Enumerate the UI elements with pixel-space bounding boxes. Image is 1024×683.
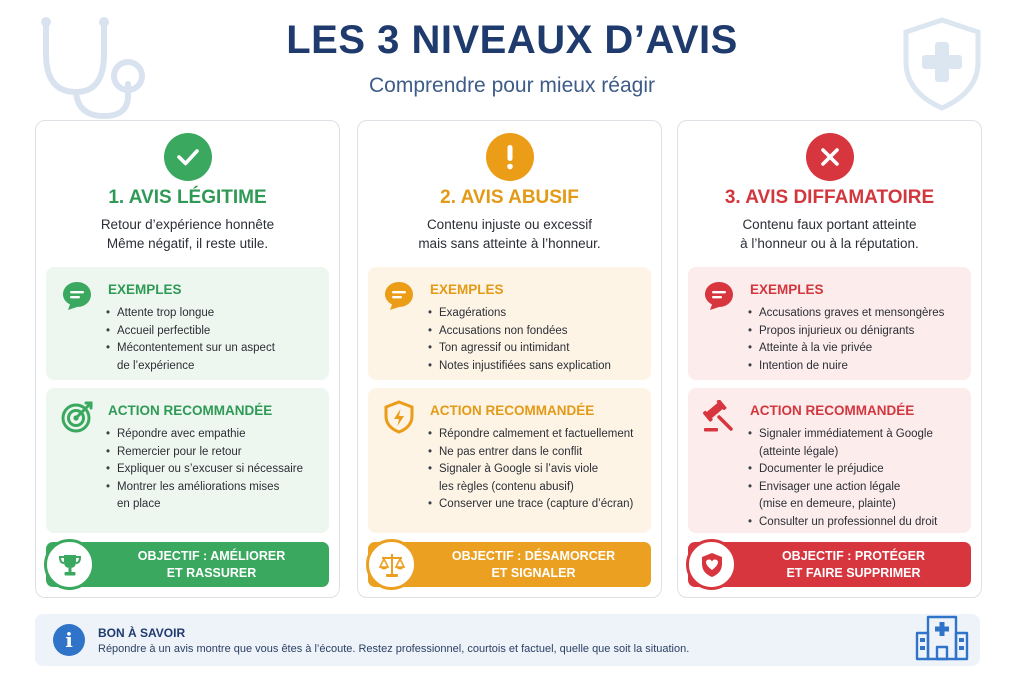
chat-bubble-icon [60, 279, 94, 313]
chat-bubble-icon [702, 279, 736, 313]
shield-heart-icon [686, 539, 737, 590]
action-box [46, 388, 329, 533]
description-line: mais sans atteinte à l’honneur. [418, 236, 601, 251]
list-item: • Notes injustifiées sans explication [428, 358, 645, 376]
description-line: à l’honneur ou à la réputation. [740, 236, 919, 251]
list-item: • Envisager une action légale [748, 479, 965, 497]
examples-title: EXEMPLES [430, 282, 504, 297]
description-line: Retour d’expérience honnête [100, 217, 275, 232]
action-box [368, 388, 651, 533]
goal-line: OBJECTIF : AMÉLIORER [137, 548, 286, 563]
goal-line: ET RASSURER [166, 565, 257, 580]
examples-list [748, 305, 965, 375]
list-item: • Répondre avec empathie [106, 426, 323, 444]
list-item: • Signaler à Google si l’avis viole [428, 461, 645, 479]
level-card-abusive [357, 120, 662, 598]
goal-text [452, 548, 615, 582]
list-item: • Expliquer ou s’excuser si nécessaire [106, 461, 323, 479]
shield-flash-icon [382, 400, 416, 434]
list-item: • Atteinte à la vie privée [748, 340, 965, 358]
action-title: ACTION RECOMMANDÉE [108, 403, 273, 418]
action-list [106, 426, 323, 514]
list-item: • Montrer les améliorations mises [106, 479, 323, 497]
level-title: 2. AVIS ABUSIF [440, 187, 579, 208]
examples-title: EXEMPLES [750, 282, 824, 297]
examples-box [688, 267, 971, 380]
page-subtitle: Comprendre pour mieux réagir [369, 74, 655, 97]
target-icon [60, 400, 94, 434]
action-title: ACTION RECOMMANDÉE [750, 403, 915, 418]
description-line: Contenu faux portant atteinte [742, 217, 917, 232]
examples-list [428, 305, 645, 375]
list-item: • Consulter un professionnel du droit [748, 514, 965, 532]
cross-icon [806, 133, 854, 181]
action-list [428, 426, 645, 514]
action-title: ACTION RECOMMANDÉE [430, 403, 595, 418]
list-item: • Ne pas entrer dans le conflit [428, 444, 645, 462]
examples-box [46, 267, 329, 380]
chat-bubble-icon [382, 279, 416, 313]
goal-line: OBJECTIF : DÉSAMORCER [451, 548, 616, 563]
list-item: • Propos injurieux ou dénigrants [748, 323, 965, 341]
level-description [688, 215, 971, 253]
list-item: • Ton agressif ou intimidant [428, 340, 645, 358]
examples-list [106, 305, 323, 375]
check-icon [164, 133, 212, 181]
list-item: • Conserver une trace (capture d’écran) [428, 496, 645, 514]
level-description [368, 215, 651, 253]
examples-title: EXEMPLES [108, 282, 182, 297]
info-text: Répondre à un avis montre que vous êtes à l’écoute. Restez professionnel, courtois et factuel, quelle que soit la situation. [98, 643, 690, 655]
level-card-defamatory [677, 120, 982, 598]
info-title: BON À SAVOIR [98, 626, 186, 640]
goal-text [782, 548, 925, 582]
exclamation-icon [486, 133, 534, 181]
level-title: 1. AVIS LÉGITIME [108, 187, 267, 208]
goal-banner [368, 542, 651, 587]
list-item-continuation: en place [117, 498, 161, 510]
examples-box [368, 267, 651, 380]
description-line: Contenu injuste ou excessif [426, 217, 593, 232]
goal-line: OBJECTIF : PROTÉGER [781, 548, 926, 563]
list-item: • Intention de nuire [748, 358, 965, 376]
list-item: • Attente trop longue [106, 305, 323, 323]
gavel-icon [702, 400, 736, 434]
level-card-legitimate [35, 120, 340, 598]
list-item-continuation: (mise en demeure, plainte) [759, 498, 896, 510]
goal-banner [46, 542, 329, 587]
list-item: • Accusations non fondées [428, 323, 645, 341]
list-item-continuation: (atteinte légale) [759, 445, 839, 458]
list-item: • Accusations graves et mensongères [748, 305, 965, 323]
good-to-know-bar [35, 614, 980, 666]
list-item: • Documenter le préjudice [748, 461, 965, 479]
list-item-continuation: de l’expérience [117, 359, 195, 372]
goal-banner [688, 542, 971, 587]
list-item-continuation: les règles (contenu abusif) [439, 480, 574, 493]
action-list [748, 426, 965, 531]
hospital-icon [914, 611, 970, 661]
list-item: • Mécontentement sur un aspect [106, 340, 323, 358]
page-title: LES 3 NIVEAUX D’AVIS [286, 18, 738, 62]
list-item: • Exagérations [428, 305, 645, 323]
level-title: 3. AVIS DIFFAMATOIRE [724, 187, 935, 208]
description-line: Même négatif, il reste utile. [106, 236, 269, 251]
list-item: • Répondre calmement et factuellement [428, 426, 645, 444]
trophy-icon [44, 539, 95, 590]
level-description [46, 215, 329, 253]
list-item: • Remercier pour le retour [106, 444, 323, 462]
action-box [688, 388, 971, 533]
list-item: • Accueil perfectible [106, 323, 323, 341]
list-item: • Signaler immédiatement à Google [748, 426, 965, 444]
goal-text [138, 548, 285, 582]
goal-line: ET SIGNALER [491, 565, 576, 580]
goal-line: ET FAIRE SUPPRIMER [786, 565, 921, 580]
info-icon: i [53, 624, 85, 656]
scales-icon [366, 539, 417, 590]
